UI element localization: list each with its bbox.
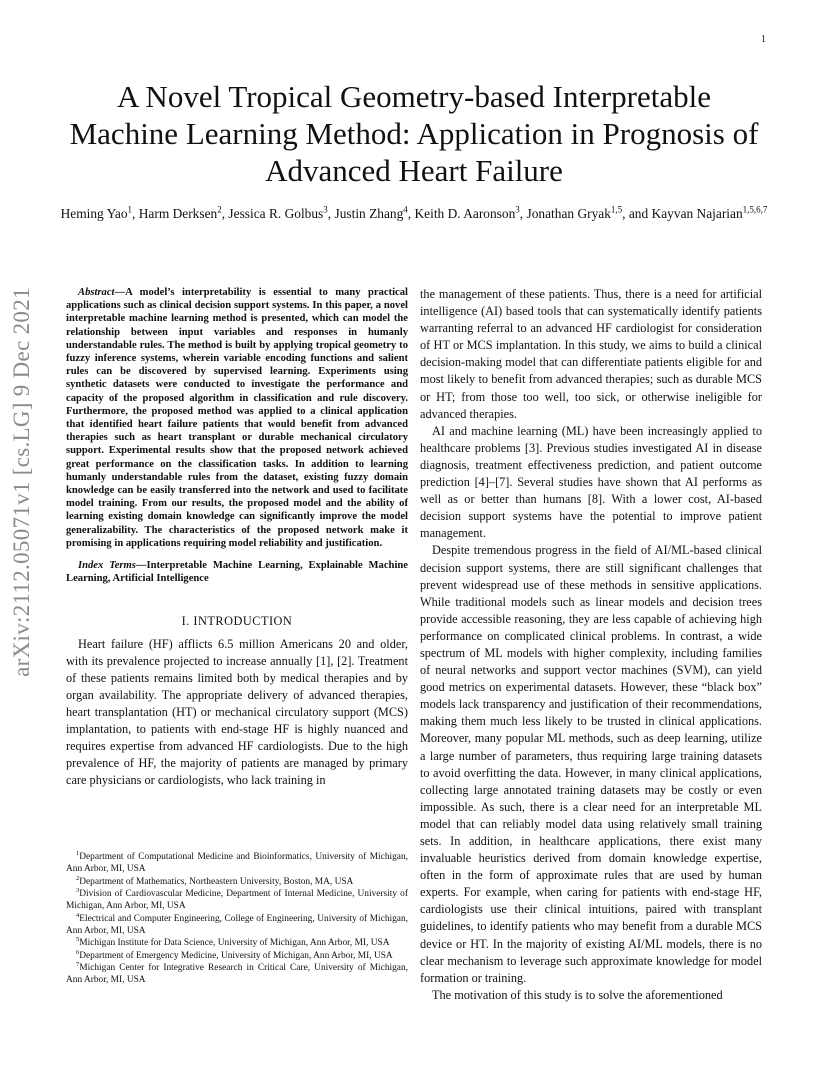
abstract: Abstract—A model’s interpretability is essential to many practical applications such as clinical decision support systems. In this paper, a novel interpretable machine learning method is presented, which can model the relationship between input variables and responses in humanly understandable rules. The method is built by applying tropical geometry to fuzzy inference systems, wherein variable encoding functions and salient rules can be discovered by supervised learning. Experiments using synthetic datasets were conducted to investigate the performance and capacity of the proposed algorithm in classification and rule discovery. Furthermore, the proposed method was applied to a clinical application that identified heart failure patients that would benefit from advanced therapies such as heart transplant or durable mechanical circulatory support. Experimental results show that the proposed network achieved great performance on the classification tasks. In addition to learning humanly understandable rules from the dataset, existing fuzzy domain knowledge can be easily transferred into the network and used to facilitate model training. From our results, the proposed model and the ability of learning existing domain knowledge can significantly improve the model generalizability. The characteristics of the proposed network make it promising in applications requiring model reliability and justification.: [66, 287, 408, 549]
author-separator: , and: [622, 206, 652, 221]
paragraph: the management of these patients. Thus, there is a need for artificial intelligence (AI) based tools that can systematically identify patients warranting referral to an advanced HF cardiologist for consideration of HT or MCS implantation. In this study, we aims to build a clinical decision-making model that can differentiate patients eligible for and most likely to benefit from advanced therapies; such as durable MCS or HT; from those too well, too sick, or otherwise ineligible for advanced therapies.: [420, 287, 762, 421]
footnote-number: 4: [76, 911, 80, 919]
author-separator: ,: [519, 206, 527, 221]
index-terms-text: Interpretable Machine Learning, Explainable Machine Learning, Artificial Intelligence: [66, 560, 408, 585]
footnote-number: 6: [76, 948, 80, 956]
author-name: Keith D. Aaronson: [414, 206, 516, 221]
page-number: 1: [761, 34, 766, 45]
author-affiliation: 1,5: [610, 204, 623, 215]
paragraph: The motivation of this study is to solve the aforementioned: [432, 987, 723, 1002]
author: [61, 206, 139, 221]
author: [652, 206, 768, 221]
footnote-number: 7: [76, 961, 80, 969]
author-separator: ,: [327, 206, 335, 221]
author-name: Justin Zhang: [334, 206, 404, 221]
paper-title: A Novel Tropical Geometry-based Interpretable Machine Learning Method: Application in Prognosis of Advanced Heart Failure: [69, 79, 759, 188]
author: [415, 206, 527, 221]
author-name: Jonathan Gryak: [526, 206, 611, 221]
footnote-text: Michigan Institute for Data Science, University of Michigan, Ann Arbor, MI, USA: [79, 938, 390, 949]
author: [228, 206, 334, 221]
author-name: Jessica R. Golbus: [228, 206, 324, 221]
paragraph: AI and machine learning (ML) have been increasingly applied to healthcare problems [3]. Previous studies investigated AI in disease diagnosis, treatment effectiveness prediction, and patient outcome prediction [4]–[7]. Several studies have shown that AI performs as well as or better than humans [8]. With a lower cost, AI-based decision support systems have the potential to improve patient management.: [420, 423, 762, 541]
author-name: Harm Derksen: [138, 206, 218, 221]
author-separator: ,: [407, 206, 415, 221]
footnote: [66, 851, 408, 875]
footnote: [66, 876, 408, 888]
footnote: [66, 937, 408, 949]
right-column: [420, 286, 762, 1004]
author-list: [60, 205, 768, 223]
paragraph: Heart failure (HF) afflicts 6.5 million Americans 20 and older, with its prevalence projected to increase annually [1], [2]. Treatment of these patients remains limited both by medical therapies and by organ availability. The appropriate delivery of advanced therapies, heart transplantation (HT) or mechanical circulatory support (MCS) implantation, to patients with end-stage HF is highly nuanced and requires expertise from advanced HF cardiologists. Due to the high prevalence of HF, the majority of patients are managed by primary care physicians or cardiologists, who lack training in: [66, 636, 408, 788]
footnote: [66, 950, 408, 962]
author: [334, 206, 414, 221]
author-affiliation: 2: [217, 204, 222, 215]
author-affiliation: 3: [515, 204, 520, 215]
footnote-text: Division of Cardiovascular Medicine, Department of Internal Medicine, University of Michigan, Ann Arbor, MI, USA: [66, 889, 408, 912]
author-affiliation: 4: [403, 204, 408, 215]
index-terms: Index Terms—Interpretable Machine Learning, Explainable Machine Learning, Artificial Intelligence: [66, 560, 408, 585]
author-name: Kayvan Najarian: [651, 206, 743, 221]
footnote: [66, 962, 408, 986]
arxiv-identifier: arXiv:2112.05071v1 [cs.LG] 9 Dec 2021: [9, 287, 34, 677]
affiliation-footnotes: [66, 851, 408, 987]
index-terms-label: Index Terms: [78, 560, 136, 572]
footnote-text: Michigan Center for Integrative Research in Critical Care, University of Michigan, Ann Arbor, MI, USA: [66, 963, 408, 986]
section-heading: I. INTRODUCTION: [181, 614, 293, 629]
footnote-number: 2: [76, 874, 80, 882]
author-separator: ,: [221, 206, 229, 221]
author-affiliation: 1: [127, 204, 133, 215]
footnote-number: 5: [76, 936, 80, 944]
footnote: [66, 888, 408, 912]
footnote-number: 1: [76, 849, 80, 857]
footnote-number: 3: [76, 887, 80, 895]
footnote-text: Electrical and Computer Engineering, College of Engineering, University of Michigan, Ann Arbor, MI, USA: [66, 913, 408, 936]
author-separator: ,: [132, 206, 139, 221]
author: [527, 206, 652, 221]
footnote-text: Department of Computational Medicine and Bioinformatics, University of Michigan, Ann Arbor, MI, USA: [66, 852, 408, 875]
author-affiliation: 3: [323, 204, 328, 215]
abstract-label: Abstract: [78, 287, 115, 298]
footnote-text: Department of Emergency Medicine, University of Michigan, Ann Arbor, MI, USA: [79, 950, 393, 961]
abstract-text: A model’s interpretability is essential to many practical applications such as clinical decision support systems. In this paper, a novel interpretable machine learning method is presented, which can model the relationship between input variables and responses in humanly understandable rules. The method is built by applying tropical geometry to fuzzy inference systems, wherein variable encoding functions and salient rules can be discovered by supervised learning. Experiments using synthetic datasets were conducted to investigate the performance and capacity of the proposed algorithm in classification and rule discovery. Furthermore, the proposed method was applied to a clinical application that identified heart failure patients that would benefit from advanced therapies such as heart transplant or durable mechanical circulatory support. Experimental results show that the proposed network achieved great performance on the classification tasks. In addition to learning humanly understandable rules from the dataset, existing fuzzy domain knowledge can be easily transferred into the network and used to facilitate model training. From our results, the proposed model and the ability of learning existing domain knowledge can significantly improve the model generalizability. The characteristics of the proposed network make it promising in applications requiring model reliability and justification.: [66, 287, 408, 549]
author-name: Heming Yao: [60, 206, 128, 221]
author-affiliation: 1,5,6,7: [742, 204, 768, 215]
left-column: [66, 286, 408, 789]
footnote-text: Department of Mathematics, Northeastern University, Boston, MA, USA: [79, 876, 354, 887]
footnote: [66, 913, 408, 937]
author: [139, 206, 229, 221]
paragraph: Despite tremendous progress in the field of AI/ML-based clinical decision support systems, there are still significant challenges that prevent widespread use of these methods in sensitive applications. While traditional models such as linear models and decision trees provide accessible reasoning, they are less capable of achieving high performance on complicated clinical problems. In contrast, a wide spectrum of ML models with higher complexity, including families of neural networks and support vector machines (SVM), can yield good metrics on experimental datasets. However, these “black box” models lack transparency and justification of their recommendations, making them much less likely to be trusted in clinical applications. Moreover, many popular ML methods, such as deep learning, utilize a large number of parameters, thus requiring large training datasets to avoid overfitting the data. However, in many clinical applications, collecting large annotated training datasets may be costly or even impossible. As such, there is a clear need for an interpretable ML model that can reliably model data using relatively small training sets. In addition, in healthcare applications, there exist many invaluable heuristics derived from domain knowledge expertise, often in the form of approximate rules that are used by human experts. For example, when caring for patients with end-stage HF, cardiologists use their clinical intuitions, paired with transplant guidelines, to identify patients who may benefit from a durable MCS device or HT. In the majority of existing AI/ML models, there is no clear mechanism to leverage such approximate knowledge for model formation or training.: [420, 543, 762, 985]
